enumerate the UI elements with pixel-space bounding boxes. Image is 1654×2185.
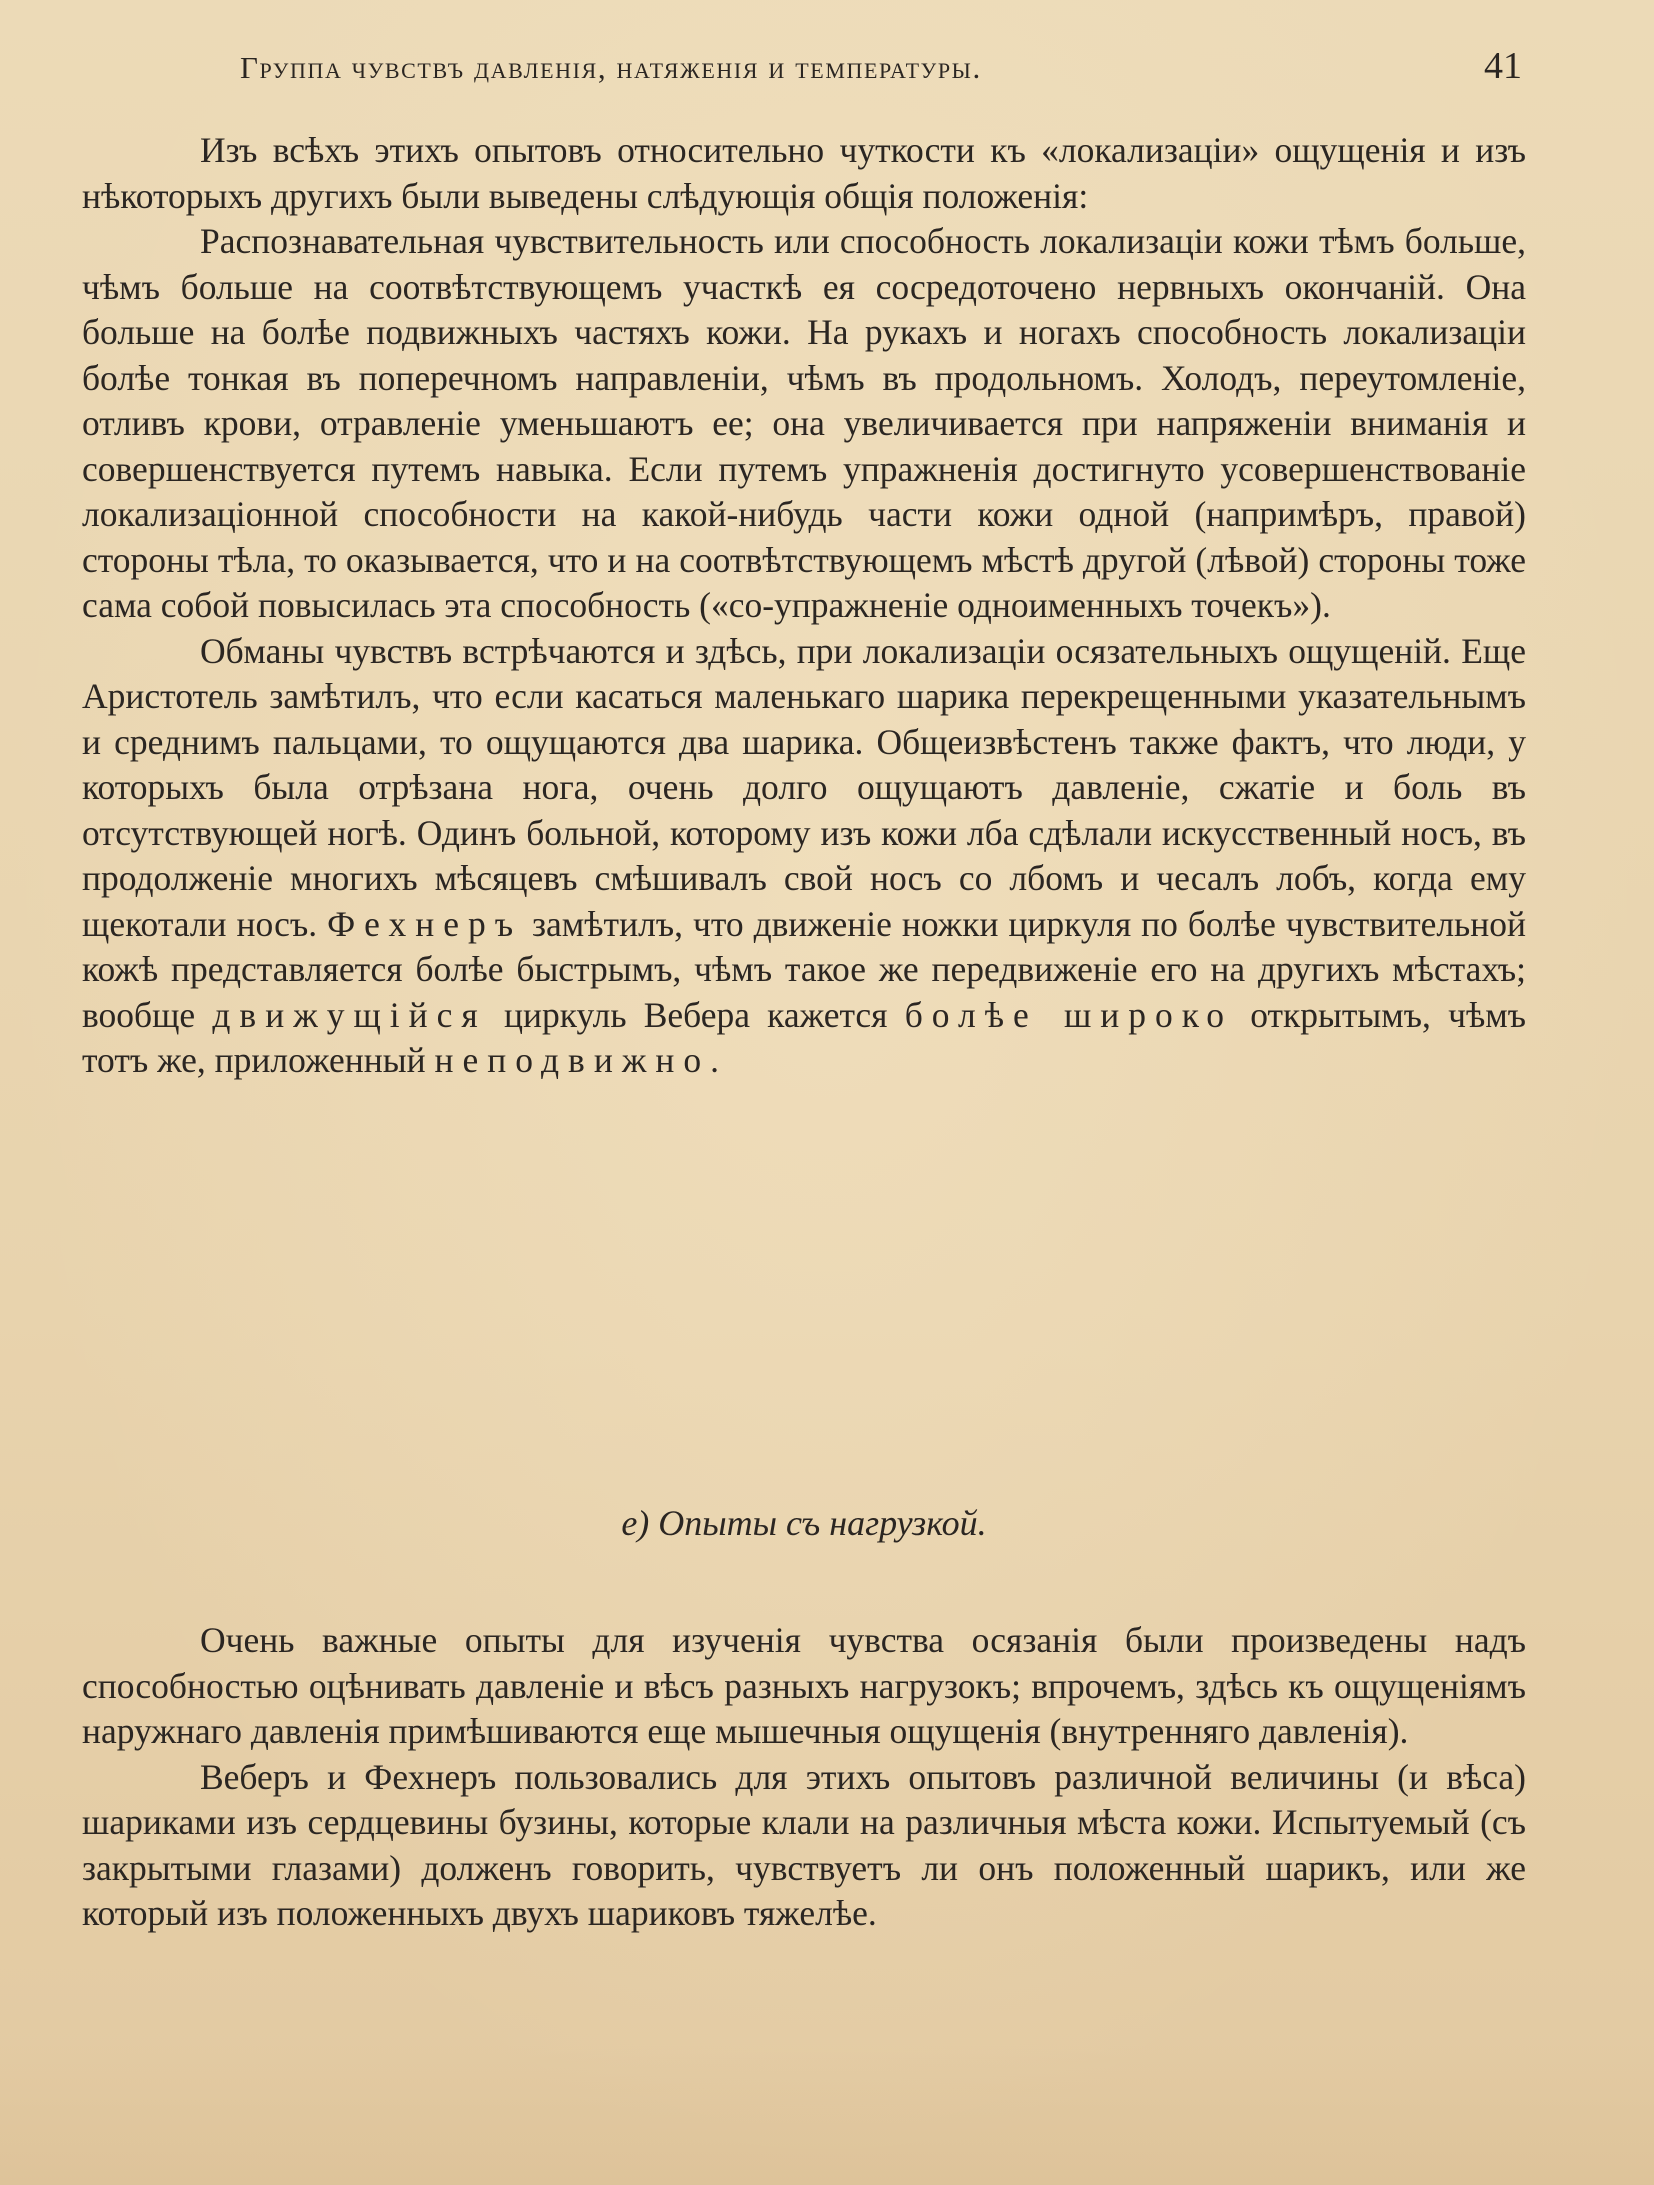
emphasis-motionless: неподвижно. bbox=[434, 1040, 728, 1080]
paragraph-load-experiments: Очень важные опыты для изученія чувства осязанія были произведены надъ способностью оцѣнивать давленіе и вѣсъ разныхъ нагрузокъ; впрочемъ, здѣсь къ ощущеніямъ наружнаго давленія примѣшиваются еще мышечныя ощущенія (внутренняго давленія). bbox=[82, 1620, 1526, 1751]
page-number: 41 bbox=[1484, 45, 1522, 87]
running-head bbox=[240, 44, 1526, 94]
emphasis-wider: болѣе широко bbox=[904, 994, 1234, 1035]
running-title: Группа чувствъ давленія, натяженія и температуры. bbox=[240, 50, 982, 85]
paragraph-intro: Изъ всѣхъ этихъ опытовъ относительно чуткости къ «локализаціи» ощущенія и изъ нѣкоторыхъ другихъ были выведены слѣдующія общія положенія: bbox=[82, 130, 1526, 216]
lower-text-block bbox=[82, 1618, 1526, 1937]
paragraph-localization-rules: Распознавательная чувствительность или способность локализаціи кожи тѣмъ больше, чѣмъ больше на соотвѣтствующемъ участкѣ ея сосредоточено нервныхъ окончаній. Она больше на болѣе подвижныхъ частяхъ кожи. На рукахъ и ногахъ способность локализаціи болѣе тонкая въ поперечномъ направленіи, чѣмъ въ продольномъ. Холодъ, переутомленіе, отливъ крови, отравленіе уменьшаютъ ее; она увеличивается при напряженіи вниманія и совершенствуется путемъ навыка. Если путемъ упражненія достигнуто усовершенствованіе локализаціонной способности на какой-нибудь части кожи одной (напримѣръ, правой) стороны тѣла, то оказывается, что и на соотвѣтствующемъ мѣстѣ другой (лѣвой) стороны тоже сама собой повысилась эта способность («со-упражненіе одноименныхъ точекъ»). bbox=[82, 221, 1526, 625]
paragraph-illusions-text-1: Обманы чувствъ встрѣчаются и здѣсь, при локализаціи осязательныхъ ощущеній. Еще Аристотель замѣтилъ, что если касаться маленькаго шарика перекрещенными указательнымъ и среднимъ пальцами, то ощущаются два шарика. Общеизвѣстенъ также фактъ, что люди, у которыхъ была отрѣзана нога, очень долго ощущаютъ давленіе, сжатіе и боль въ отсутствующей ногѣ. Одинъ больной, которому изъ кожи лба сдѣлали искусственный носъ, въ продолженіе многихъ мѣсяцевъ смѣшивалъ свой носъ со лбомъ и чесалъ лобъ, когда ему щекотали носъ. bbox=[82, 630, 1526, 944]
emphasis-fechner: Фехнеръ bbox=[327, 903, 523, 944]
paragraph-weber-fechner: Веберъ и Фехнеръ пользовались для этихъ опытовъ различной величины (и вѣса) шариками изъ сердцевины бузины, которые клали на различныя мѣста кожи. Испытуемый (съ закрытыми глазами) долженъ говорить, чувствуетъ ли онъ положенный шарикъ, или же который изъ положенныхъ двухъ шариковъ тяжелѣе. bbox=[82, 1756, 1526, 1933]
paragraph-illusions-text-2: замѣтилъ, что движеніе ножки циркуля по болѣе чувствительной кожѣ представляется болѣе быстрымъ, чѣмъ такое же передвиженіе его на другихъ мѣстахъ; вообще bbox=[82, 903, 1526, 1035]
paragraph-illusions bbox=[82, 629, 1526, 1084]
upper-text-block bbox=[82, 128, 1526, 1084]
paragraph-illusions-text-3: циркуль Вебера кажется bbox=[503, 994, 888, 1035]
emphasis-moving: движущійся bbox=[212, 994, 487, 1035]
paragraph-illusions-text-4: открытымъ, чѣмъ тотъ же, приложенный bbox=[82, 994, 1527, 1080]
section-heading: e) Опыты съ нагрузкой. bbox=[621, 1503, 987, 1543]
